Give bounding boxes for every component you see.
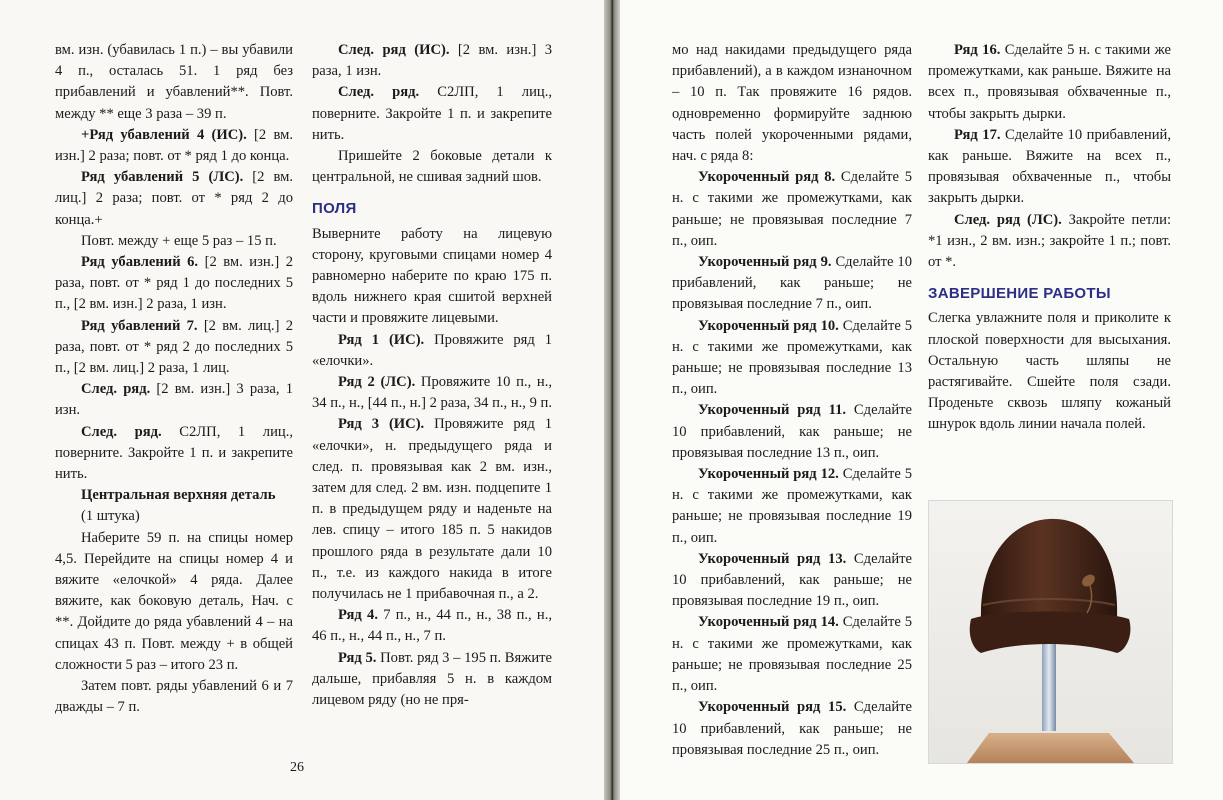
paragraph: Повт. между + еще 5 раз – 15 п. (81, 232, 277, 249)
column-1 (55, 40, 293, 719)
paragraph: Ряд 1 (ИС). Провяжите ряд 1 «елочки». (312, 331, 553, 369)
paragraph: Выверните работу на лицевую сторону, круговыми спицами номер 4 равномерно наберите по краю 175 п. вдоль нижнего края сшитой верхней части и провяжите лицевыми. (312, 225, 552, 327)
paragraph: Ряд убавлений 7. [2 вм. лиц.] 2 раза, повт. от * ряд 2 до последних 5 п., [2 вм. лиц.] 2 раза, 1 лиц. (55, 317, 293, 377)
paragraph: Затем повт. ряды убавлений 6 и 7 дважды – 7 п. (55, 678, 293, 716)
stand-base (967, 733, 1134, 763)
section-subtitle: Центральная верхняя деталь (81, 487, 276, 504)
paragraph: вм. изн. (убавилась 1 п.) – вы убавили 4 п., осталась 51. 1 ряд без прибавлений и убавлений**. Повт. между ** еще 3 раза – 39 п. (55, 42, 293, 122)
page-number: 26 (290, 760, 304, 775)
column-4 (928, 40, 1171, 436)
hat-photo (928, 500, 1173, 764)
column-3 (672, 40, 912, 761)
paragraph: Ряд 3 (ИС). Провяжите ряд 1 «елочки», н. предыдущего ряда и след. п. провязывая как 2 вм. изн., затем для след. 2 вм. изн. подцепите 1 п. в предыдущем ряду и наденьте на лев. спицу – итого 185 п. 5 накидов прошлого ряда в результате дали 10 п., т.е. из каждого накида в итоге получилась не 1 прибавочная п., а 2. (312, 416, 553, 603)
paragraph: След. ряд (ЛС). Закройте петли: *1 изн., 2 вм. изн.; закройте 1 п.; повт. от *. (928, 211, 1171, 271)
paragraph: След. ряд. С2ЛП, 1 лиц., поверните. Закройте 1 п. и закрепите нить. (312, 84, 553, 143)
paragraph: Наберите 59 п. на спицы номер 4,5. Перейдите на спицы номер 4 и вяжите «елочкой» 4 ряда. Далее вяжите, как боковую деталь, Нач. с **. Дойдите до ряда убавлений 4 – на спицах 43 п. Повт. между + в общей сложности 5 раз – итого 23 п. (55, 529, 293, 673)
paragraph: Слегка увлажните поля и приколите к плоской поверхности для высыхания. Остальную часть шляпы не растягивайте. Сшейте поля сзади. Проденьте сквозь шляпу кожаный шнурок вдоль линии начала полей. (928, 310, 1171, 433)
paragraph: мо над накидами предыдущего ряда прибавлений), а в каждом изнаночном – 10 п. Так провяжите 16 рядов. одновременно формируйте заднюю часть полей укороченными рядами, нач. с ряда 8: (672, 42, 912, 165)
paragraph: +Ряд убавлений 4 (ИС). [2 вм. изн.] 2 раза; повт. от * ряд 1 до конца. (55, 126, 293, 165)
paragraph: Ряд 5. Повт. ряд 3 – 195 п. Вяжите дальше, прибавляя 5 н. в каждом лицевом ряду (но не пря- (312, 649, 552, 709)
paragraph: След. ряд. [2 вм. изн.] 3 раза, 1 изн. (55, 381, 294, 419)
paragraph: Укороченный ряд 9. Сделайте 10 прибавлений, как раньше; не провязывая последние 7 п., оип. (672, 254, 913, 313)
paragraph: След. ряд (ИС). [2 вм. изн.] 3 раза, 1 изн. (312, 42, 553, 80)
paragraph: Укороченный ряд 12. Сделайте 5 н. с такими же промежутками, как раньше; не провязывая последние 19 п., оип. (672, 466, 913, 546)
paragraph: Укороченный ряд 10. Сделайте 5 н. с такими же промежутками, как раньше; не провязывая последние 13 п., оип. (672, 317, 913, 398)
paragraph: (1 штука) (81, 508, 140, 525)
paragraph: Укороченный ряд 15. Сделайте 10 прибавлений, как раньше; не провязывая последние 25 п., оип. (672, 699, 912, 758)
section-heading-brim: ПОЛЯ (312, 200, 357, 218)
paragraph: Ряд убавлений 5 (ЛС). [2 вм. лиц.] 2 раза; повт. от * ряд 2 до конца.+ (55, 169, 293, 228)
paragraph: Ряд 4. 7 п., н., 44 п., н., 38 п., н., 46 п., н., 44 п., н., 7 п. (312, 607, 552, 645)
paragraph: Укороченный ряд 11. Сделайте 10 прибавлений, как раньше; не провязывая последние 13 п., оип. (672, 402, 912, 461)
column-2 (312, 40, 552, 711)
book-spine-gutter (604, 0, 620, 800)
paragraph: Укороченный ряд 8. Сделайте 5 н. с такими же промежутками, как раньше; не провязывая последние 7 п., оип. (672, 169, 912, 249)
paragraph: Ряд 2 (ЛС). Провяжите 10 п., н., 34 п., н., [44 п., н.] 2 раза, 34 п., н., 9 п. (312, 374, 552, 412)
paragraph: Ряд 16. Сделайте 5 н. с такими же промежутками, как раньше. Вяжите на всех п., провязывая обхваченные п., чтобы закрыть дырки. (928, 42, 1171, 122)
paragraph: Пришейте 2 боковые детали к центральной, не сшивая задний шов. (312, 148, 552, 186)
paragraph: Ряд 17. Сделайте 10 прибавлений, как раньше. Вяжите на всех п., провязывая обхваченные п., чтобы закрыть дырки. (928, 126, 1171, 207)
section-heading-finishing: ЗАВЕРШЕНИЕ РАБОТЫ (928, 285, 1111, 303)
paragraph: След. ряд. С2ЛП, 1 лиц., поверните. Закройте 1 п. и закрепите нить. (55, 423, 294, 483)
paragraph: Ряд убавлений 6. [2 вм. изн.] 2 раза, повт. от * ряд 1 до последних 5 п., [2 вм. изн.] 2 раза, 1 изн. (55, 254, 294, 313)
hat-illustration (929, 501, 1172, 763)
paragraph: Укороченный ряд 14. Сделайте 5 н. с такими же промежутками, как раньше; не провязывая последние 25 п., оип. (672, 614, 913, 695)
paragraph: Укороченный ряд 13. Сделайте 10 прибавлений, как раньше; не провязывая последние 19 п., оип. (672, 550, 912, 610)
